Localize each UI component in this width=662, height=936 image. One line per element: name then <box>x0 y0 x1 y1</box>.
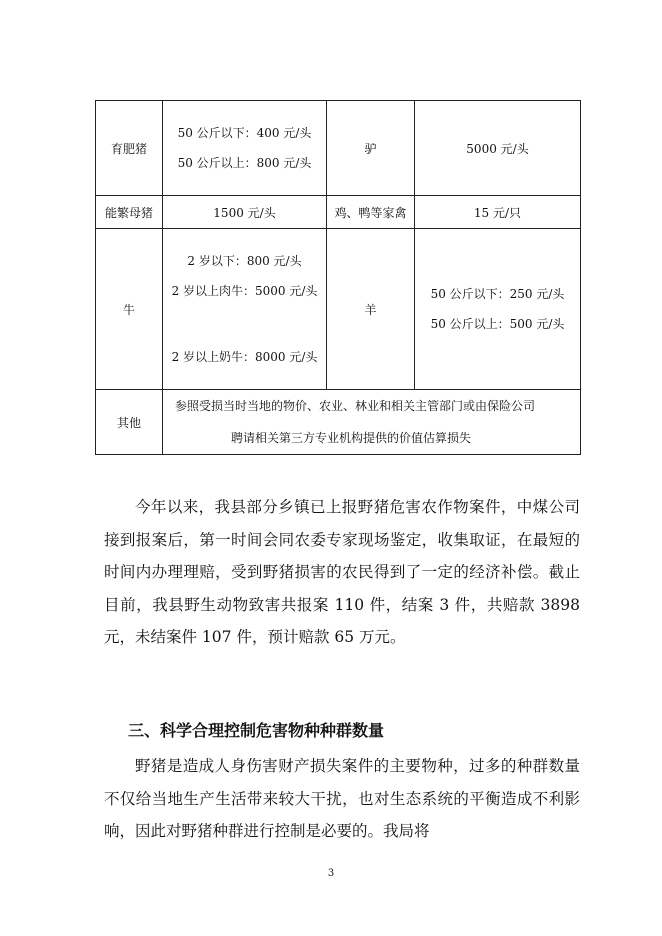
compensation-table <box>95 100 581 455</box>
cell-line: 聘请相关第三方专业机构提供的价值估算损失 <box>231 431 472 445</box>
table-row <box>96 101 581 196</box>
table-row <box>96 196 581 229</box>
cell-line: 2 岁以上奶牛：8000 元/头 <box>171 350 318 364</box>
cell-value <box>415 229 581 390</box>
cell-line: 50 公斤以上：800 元/头 <box>177 156 312 170</box>
cell-value <box>163 390 581 455</box>
cell-label: 其他 <box>96 390 163 455</box>
cell-label: 牛 <box>96 229 163 390</box>
body-paragraph: 野猪是造成人身伤害财产损失案件的主要物种，过多的种群数量不仅给当地生产生活带来较大干扰，也对生态系统的平衡造成不利影响，因此对野猪种群进行控制是必要的。我局将 <box>104 757 580 840</box>
cell-label: 能繁母猪 <box>96 196 163 229</box>
page-number: 3 <box>327 868 335 879</box>
cell-label: 育肥猪 <box>96 101 163 196</box>
cell-label: 驴 <box>327 101 415 196</box>
cell-spacer <box>163 306 326 342</box>
cell-line: 参照受损当时当地的物价、农业、林业和相关主管部门或由保险公司 <box>175 399 536 413</box>
cell-line: 2 岁以上肉牛：5000 元/头 <box>171 284 318 298</box>
cell-line: 50 公斤以上：500 元/头 <box>430 317 565 331</box>
cell-line: 50 公斤以下：250 元/头 <box>430 287 565 301</box>
section-heading: 三、科学合理控制危害物种种群数量 <box>128 721 385 740</box>
cell-label: 鸡、鸭等家禽 <box>327 196 415 229</box>
cell-line: 50 公斤以下：400 元/头 <box>177 126 312 140</box>
table-row <box>96 229 581 390</box>
cell-value <box>163 101 327 196</box>
cell-value: 1500 元/头 <box>163 196 327 229</box>
table-row <box>96 390 581 455</box>
cell-label: 羊 <box>327 229 415 390</box>
cell-line: 2 岁以下：800 元/头 <box>187 254 302 268</box>
cell-value <box>163 229 327 390</box>
cell-value: 15 元/只 <box>415 196 581 229</box>
body-paragraph: 今年以来，我县部分乡镇已上报野猪危害农作物案件，中煤公司接到报案后，第一时间会同农委专家现场鉴定，收集取证，在最短的时间内办理理赔，受到野猪损害的农民得到了一定的经济补偿。截止目前，我县野生动物致害共报案 110 件，结案 3 件，共赔款 3898 元，未结案件 107 件，预计赔款 65 万元。 <box>104 498 580 646</box>
cell-value: 5000 元/头 <box>415 101 581 196</box>
